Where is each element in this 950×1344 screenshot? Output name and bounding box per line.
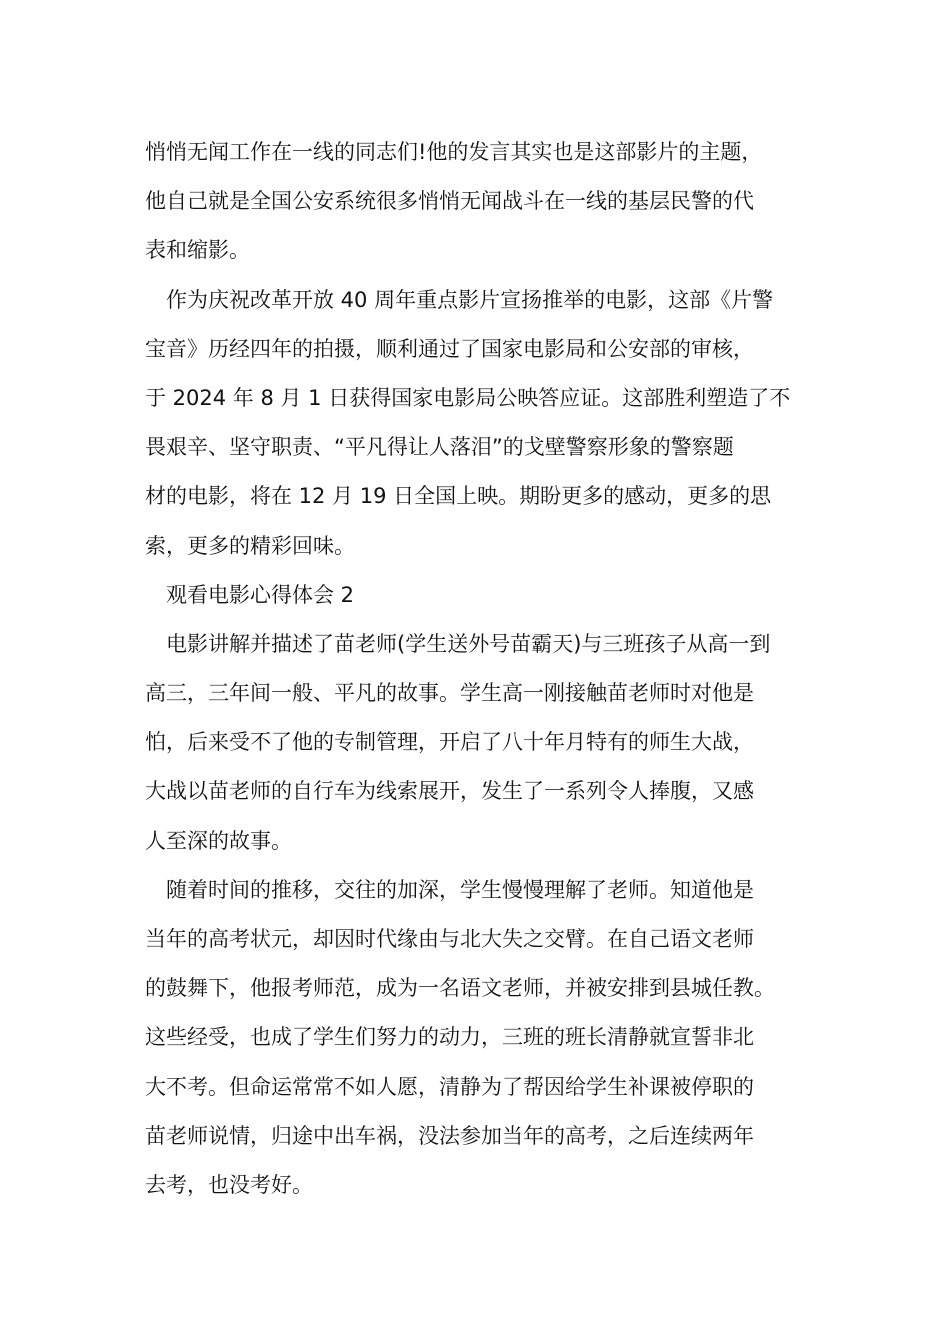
text-line: 这些经受，也成了学生们努力的动力，三班的班长清静就宣誓非北: [145, 1025, 754, 1050]
text-line: 观看电影心得体会 2: [166, 582, 355, 607]
text-line: 高三，三年间一般、平凡的故事。学生高一刚接触苗老师时对他是: [145, 681, 754, 706]
text-line: 宝音》历经四年的拍摄，顺利通过了国家电影局和公安部的审核，: [145, 336, 754, 361]
text-line: 去考，也没考好。: [145, 1172, 313, 1197]
text-line: 索，更多的精彩回味。: [145, 533, 355, 558]
text-line: 材的电影，将在 12 月 19 日全国上映。期盼更多的感动，更多的思: [145, 484, 772, 509]
text-line: 电影讲解并描述了苗老师(学生送外号苗霸天)与三班孩子从高一到: [166, 631, 771, 656]
text-line: 怕，后来受不了他的专制管理，开启了八十年月特有的师生大战，: [145, 730, 754, 755]
text-line: 悄悄无闻工作在一线的同志们!他的发言其实也是这部影片的主题，: [145, 140, 763, 164]
text-line: 作为庆祝改革开放 40 周年重点影片宣扬推举的电影，这部《片警: [166, 287, 774, 312]
text-line: 他自己就是全国公安系统很多悄悄无闻战斗在一线的基层民警的代: [145, 189, 754, 214]
text-line: 于 2024 年 8 月 1 日获得国家电影局公映答应证。这部胜利塑造了不: [145, 385, 791, 410]
document-body: [145, 128, 835, 1210]
text-line: 表和缩影。: [145, 238, 250, 263]
text-line: 的鼓舞下，他报考师范，成为一名语文老师，并被安排到县城任教。: [145, 976, 775, 1001]
text-line: 大战以苗老师的自行车为线索展开，发生了一系列令人捧腹，又感: [145, 779, 754, 804]
text-line: 畏艰辛、坚守职责、“平凡得让人落泪”的戈壁警察形象的警察题: [145, 435, 734, 460]
text-line: 大不考。但命运常常不如人愿，清静为了帮因给学生补课被停职的: [145, 1074, 754, 1099]
text-line: 苗老师说情，归途中出车祸，没法参加当年的高考，之后连续两年: [145, 1123, 754, 1148]
text-line: 人至深的故事。: [145, 828, 292, 853]
text-line: 当年的高考状元，却因时代缘由与北大失之交臂。在自己语文老师: [145, 927, 754, 951]
text-line: 随着时间的推移，交往的加深，学生慢慢理解了老师。知道他是: [166, 877, 754, 902]
